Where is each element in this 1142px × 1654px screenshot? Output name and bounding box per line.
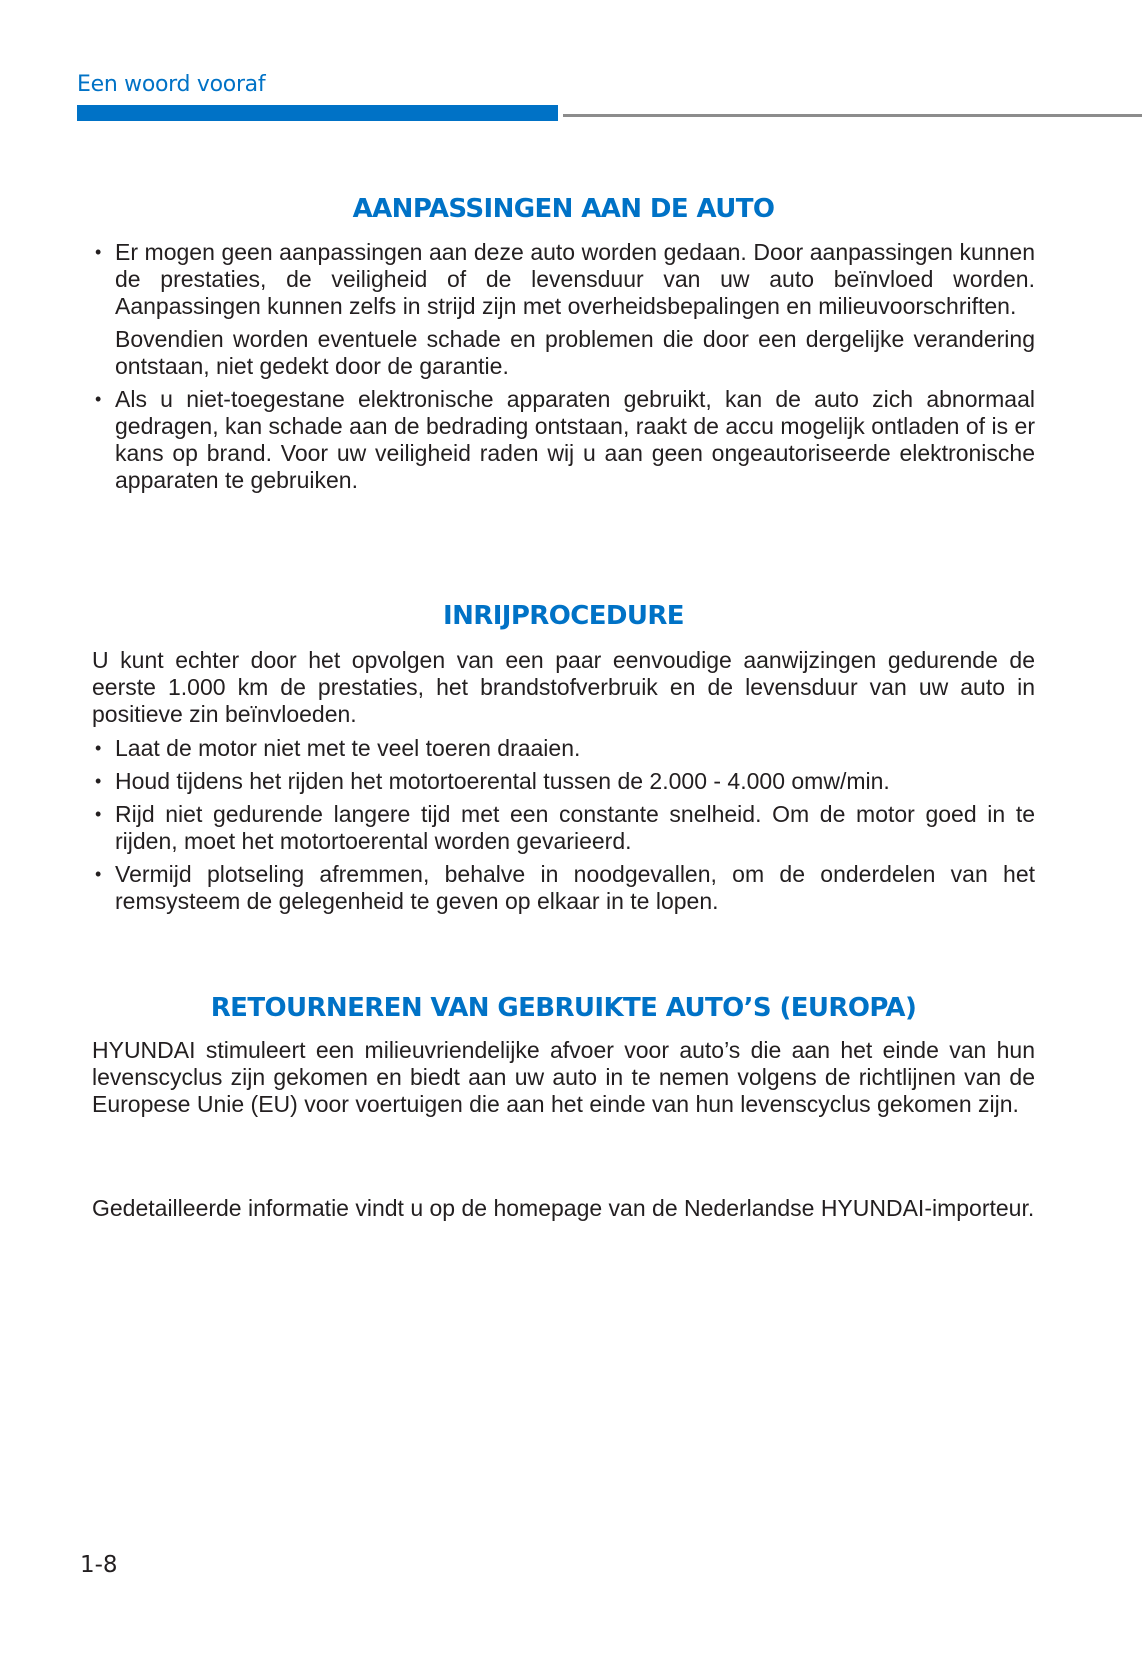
list-item — [92, 239, 1035, 380]
page-number: 1-8 — [80, 1552, 118, 1578]
header-rule-line — [563, 114, 1142, 117]
bullet-icon: • — [95, 738, 102, 758]
bullet-icon: • — [95, 389, 102, 409]
bullet-text: Er mogen geen aanpassingen aan deze auto worden gedaan. Door aanpassingen kunnen de prestaties, de veiligheid of de levensduur van uw auto beïnvloed worden. Aanpassingen kunnen zelfs in strijd zijn met overheidsbepalingen en milieuvoorschriften. — [115, 239, 1035, 319]
aanpassingen-bullet-list — [92, 239, 1035, 500]
list-item — [92, 861, 1035, 915]
section-heading-aanpassingen: AANPASSINGEN AAN DE AUTO — [352, 194, 775, 224]
bullet-icon: • — [95, 242, 102, 262]
bullet-text: Houd tijdens het rijden het motortoerental tussen de 2.000 - 4.000 omw/min. — [115, 768, 890, 794]
section-heading-retourneren: RETOURNEREN VAN GEBRUIKTE AUTO’S (EUROPA) — [210, 993, 917, 1023]
inrijprocedure-intro: U kunt echter door het opvolgen van een paar eenvoudige aanwijzingen gedurende de eerste 1.000 km de prestaties, het brandstofverbruik en de levensduur van uw auto in positieve zin beïnvloeden. — [92, 647, 1035, 727]
list-item — [92, 801, 1035, 855]
bullet-text: Als u niet-toegestane elektronische apparaten gebruikt, kan de auto zich abnormaal gedragen, kan schade aan de bedrading ontstaan, raakt de accu mogelijk ontladen of is er kans op brand. Voor uw veiligheid raden wij u aan geen ongeautoriseerde elektronische apparaten te gebruiken. — [115, 386, 1035, 493]
importer-info-paragraph: Gedetailleerde informatie vindt u op de homepage van de Nederlandse HYUNDAI-importeur. — [92, 1195, 1035, 1221]
bullet-text: Rijd niet gedurende langere tijd met een constante snelheid. Om de motor goed in te rijden, moet het motortoerental worden gevarieerd. — [115, 801, 1035, 854]
inrijprocedure-bullet-list — [92, 735, 1035, 921]
retourneren-paragraph: HYUNDAI stimuleert een milieuvriendelijke afvoer voor auto’s die aan het einde van hun levenscyclus zijn gekomen en biedt aan uw auto in te nemen volgens de richtlijnen van de Europese Unie (EU) voor voertuigen die aan het einde van hun levenscyclus gekomen zijn. — [92, 1037, 1035, 1117]
list-item — [92, 386, 1035, 494]
header-accent-bar — [77, 105, 558, 121]
bullet-continuation-text: Bovendien worden eventuele schade en problemen die door een dergelijke verandering ontstaan, niet gedekt door de garantie. — [115, 326, 1035, 379]
list-item — [92, 768, 1035, 795]
running-header-title: Een woord vooraf — [77, 72, 266, 97]
list-item — [92, 735, 1035, 762]
bullet-icon: • — [95, 864, 102, 884]
bullet-icon: • — [95, 804, 102, 824]
bullet-text: Vermijd plotseling afremmen, behalve in noodgevallen, om de onderdelen van het remsysteem de gelegenheid te geven op elkaar in te lopen. — [115, 861, 1035, 914]
bullet-text: Laat de motor niet met te veel toeren draaien. — [115, 735, 581, 761]
section-heading-inrijprocedure: INRIJPROCEDURE — [443, 601, 684, 631]
bullet-icon: • — [95, 771, 102, 791]
